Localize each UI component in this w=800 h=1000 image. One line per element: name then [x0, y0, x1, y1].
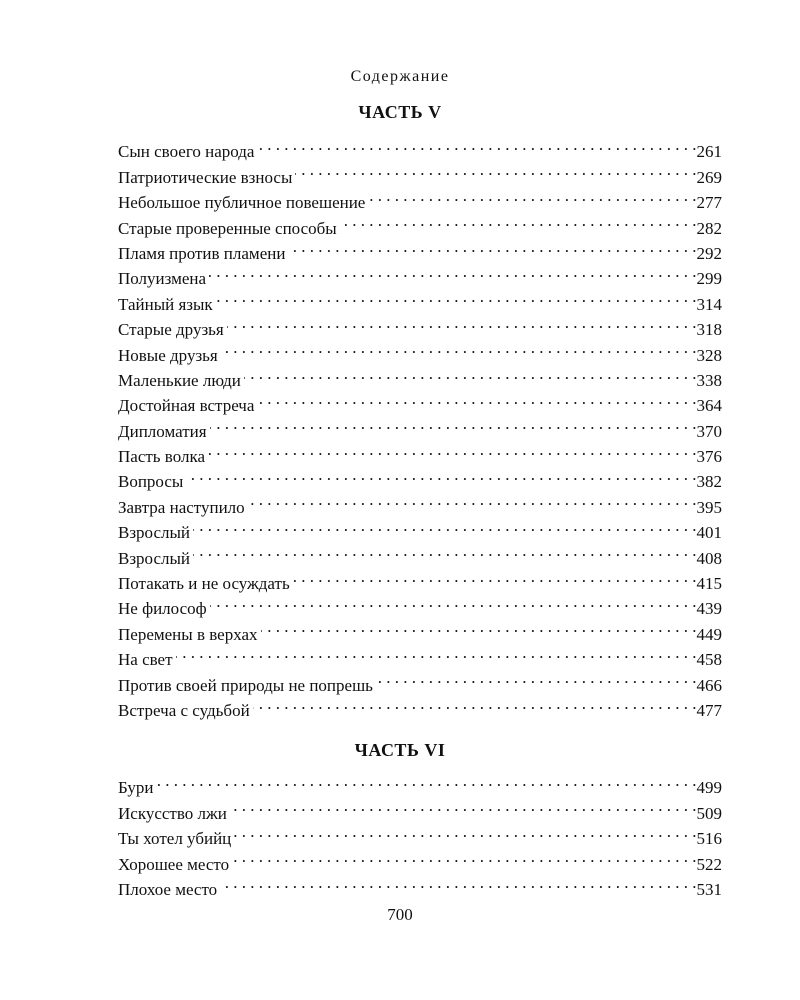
- toc-entry-page: 269: [696, 167, 722, 187]
- toc-entry-page: 299: [696, 269, 722, 289]
- dot-leader: [230, 793, 697, 818]
- dot-leader: [257, 132, 696, 157]
- toc-entry-page: 415: [696, 574, 722, 594]
- dot-leader: [288, 234, 696, 259]
- toc-entry-page: 509: [696, 803, 722, 823]
- toc-list: [118, 768, 722, 899]
- toc-entry-page: 477: [696, 700, 722, 720]
- toc-entry-title: Достойная встреча: [118, 396, 255, 416]
- dot-leader: [253, 691, 697, 716]
- toc-entry-title: Против своей природы не попрешь: [118, 675, 373, 695]
- toc-entry-page: 439: [696, 599, 722, 619]
- toc-entry: [118, 411, 722, 441]
- toc-entry-page: 516: [696, 829, 722, 849]
- toc-entry-title: Сын своего народа: [118, 142, 255, 162]
- dot-leader: [261, 614, 697, 639]
- toc-entry-page: 466: [696, 675, 722, 695]
- toc-entry-page: 401: [696, 523, 722, 543]
- toc-entry-title: Бури: [118, 778, 154, 798]
- toc-entry: [118, 259, 722, 289]
- toc-entry-title: Маленькие люди: [118, 370, 241, 390]
- toc-entry-page: 292: [696, 243, 722, 263]
- dot-leader: [176, 640, 697, 665]
- toc-entry-page: 282: [696, 218, 722, 238]
- dot-leader: [156, 768, 696, 793]
- toc-entry-title: Пасть волка: [118, 447, 206, 467]
- toc-entry: [118, 132, 722, 162]
- page-number: 700: [387, 905, 413, 924]
- dot-leader: [227, 310, 697, 335]
- toc-entry-title: Новые друзья: [118, 345, 218, 365]
- dot-leader: [244, 361, 697, 386]
- dot-leader: [216, 284, 697, 309]
- toc-entry-title: Встреча с судьбой: [118, 700, 250, 720]
- part-title: ЧАСТЬ VI: [354, 740, 446, 760]
- toc-entry-title: Небольшое публичное повешение: [118, 193, 366, 213]
- toc-entry-page: 499: [696, 778, 722, 798]
- dot-leader: [221, 335, 697, 360]
- toc-entry: [118, 665, 722, 695]
- toc-entry: [118, 513, 722, 543]
- running-header: Содержание: [350, 68, 450, 85]
- toc-entry-title: Полуизмена: [118, 269, 207, 289]
- toc-entry-page: 395: [696, 497, 722, 517]
- dot-leader: [295, 157, 696, 182]
- toc-entry-page: 364: [696, 396, 722, 416]
- dot-leader: [232, 844, 696, 869]
- toc-entry-title: Искусство лжи: [118, 803, 227, 823]
- dot-leader: [220, 870, 696, 895]
- toc-entry-page: 449: [696, 624, 722, 644]
- toc-entry-title: Вопросы: [118, 472, 184, 492]
- part-title: ЧАСТЬ V: [358, 102, 442, 122]
- toc-entry-title: Взрослый: [118, 548, 191, 568]
- toc-entry-page: 338: [696, 370, 722, 390]
- dot-leader: [210, 411, 697, 436]
- toc-entry-title: Взрослый: [118, 523, 191, 543]
- dot-leader: [257, 386, 696, 411]
- toc-entry-page: 382: [696, 472, 722, 492]
- toc-entry-page: 370: [696, 421, 722, 441]
- toc-entry-page: 531: [696, 879, 722, 899]
- dot-leader: [193, 538, 696, 563]
- toc-entry: [118, 564, 722, 594]
- toc-entry-title: Ты хотел убийц: [118, 829, 232, 849]
- dot-leader: [368, 183, 696, 208]
- dot-leader: [234, 819, 696, 844]
- toc-entry: [118, 538, 722, 568]
- toc-entry-title: Плохое место: [118, 879, 218, 899]
- toc-entry-title: Потакать и не осуждать: [118, 574, 290, 594]
- dot-leader: [186, 462, 696, 487]
- toc-entry-title: Завтра наступило: [118, 497, 245, 517]
- toc-entry-title: Тайный язык: [118, 294, 213, 314]
- toc-entry-page: 328: [696, 345, 722, 365]
- toc-entry: [118, 437, 722, 467]
- toc-entry: [118, 768, 722, 798]
- toc-entry-page: 522: [696, 854, 722, 874]
- toc-entry-title: Старые проверенные способы: [118, 218, 337, 238]
- toc-entry-title: Дипломатия: [118, 421, 207, 441]
- dot-leader: [340, 208, 697, 233]
- dot-leader: [293, 564, 697, 589]
- dot-leader: [376, 665, 697, 690]
- dot-leader: [209, 259, 696, 284]
- toc-entry-page: 314: [696, 294, 722, 314]
- toc-entry-page: 408: [696, 548, 722, 568]
- toc-entry-page: 376: [696, 447, 722, 467]
- toc-entry-title: Старые друзья: [118, 320, 224, 340]
- toc-entry: [118, 793, 722, 823]
- dot-leader: [193, 513, 696, 538]
- toc-list: [118, 132, 722, 720]
- toc-entry: [118, 487, 722, 517]
- toc-entry-title: Хорошее место: [118, 854, 230, 874]
- dot-leader: [210, 589, 697, 614]
- toc-entry-title: Патриотические взносы: [118, 167, 293, 187]
- toc-entry-title: Перемены в верхах: [118, 624, 258, 644]
- toc-entry-page: 458: [696, 650, 722, 670]
- toc-entry-page: 277: [696, 193, 722, 213]
- toc-entry-title: Не философ: [118, 599, 207, 619]
- toc-entry-page: 318: [696, 320, 722, 340]
- toc-entry: [118, 462, 722, 492]
- toc-entry-page: 261: [696, 142, 722, 162]
- toc-entry: [118, 640, 722, 670]
- toc-entry-title: На свет: [118, 650, 173, 670]
- dot-leader: [248, 487, 697, 512]
- dot-leader: [208, 437, 696, 462]
- toc-entry-title: Пламя против пламени: [118, 243, 286, 263]
